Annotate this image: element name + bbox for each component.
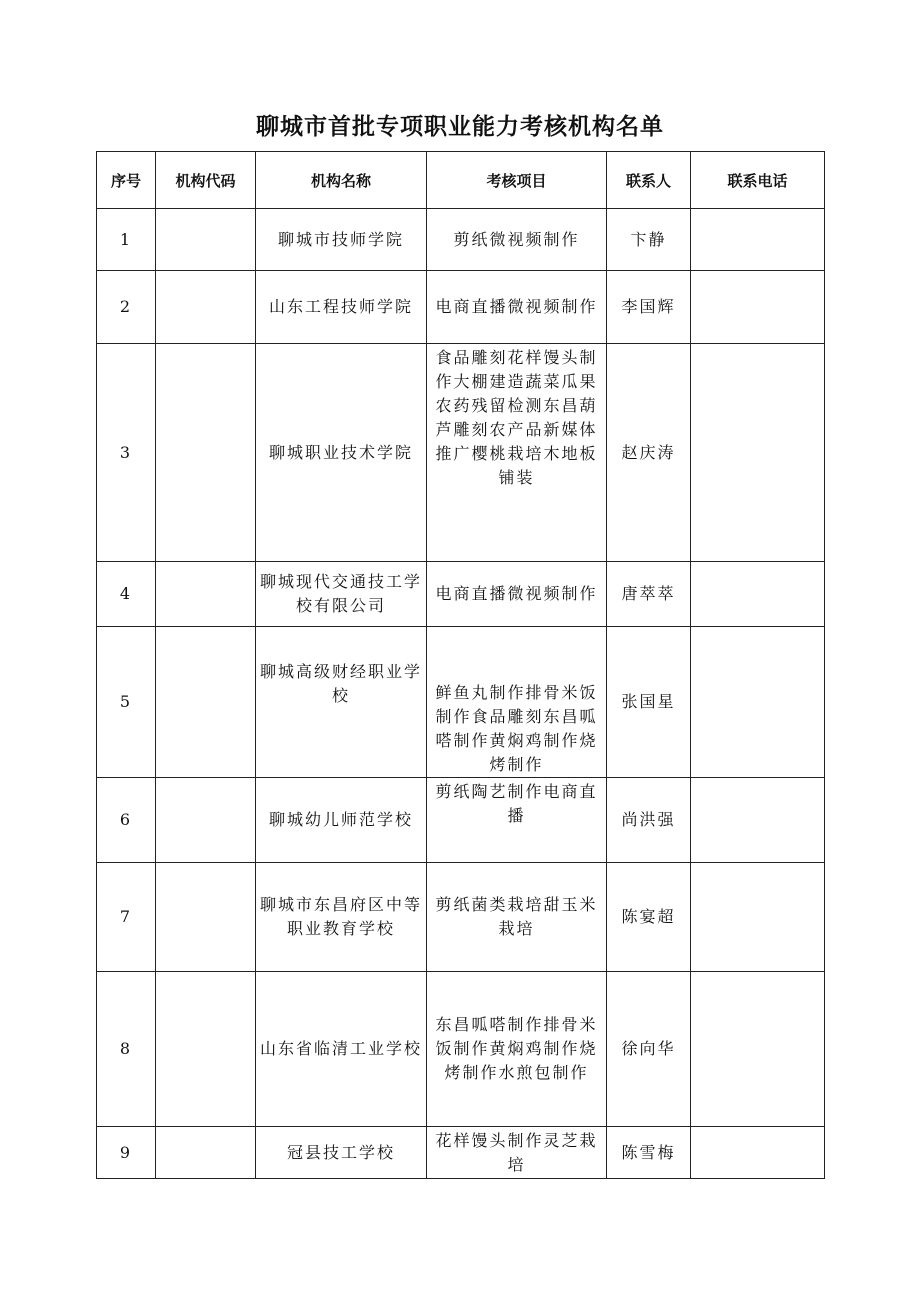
cell-no: 1	[97, 209, 156, 271]
header-project: 考核项目	[427, 152, 607, 209]
cell-code	[156, 778, 256, 863]
cell-phone	[691, 562, 825, 627]
cell-no: 4	[97, 562, 156, 627]
cell-code	[156, 271, 256, 344]
cell-contact: 李国辉	[607, 271, 691, 344]
table-row	[97, 1127, 825, 1179]
header-contact: 联系人	[607, 152, 691, 209]
cell-project: 东昌呱嗒制作排骨米饭制作黄焖鸡制作烧烤制作水煎包制作	[427, 972, 607, 1127]
table-row	[97, 627, 825, 778]
cell-code	[156, 863, 256, 972]
cell-no: 8	[97, 972, 156, 1127]
cell-contact: 张国星	[607, 627, 691, 778]
cell-project: 食品雕刻花样馒头制作大棚建造蔬菜瓜果农药残留检测东昌葫芦雕刻农产品新媒体推广樱桃栽培木地板铺装	[427, 344, 607, 562]
cell-name: 聊城现代交通技工学校有限公司	[256, 562, 427, 627]
cell-phone	[691, 778, 825, 863]
cell-no: 7	[97, 863, 156, 972]
cell-project: 花样馒头制作灵芝栽培	[427, 1127, 607, 1179]
table-row	[97, 562, 825, 627]
table-row	[97, 863, 825, 972]
institution-table	[96, 151, 825, 1179]
cell-phone	[691, 627, 825, 778]
cell-contact: 陈宴超	[607, 863, 691, 972]
cell-contact: 尚洪强	[607, 778, 691, 863]
cell-project: 电商直播微视频制作	[427, 271, 607, 344]
cell-name: 山东工程技师学院	[256, 271, 427, 344]
cell-code	[156, 344, 256, 562]
cell-no: 3	[97, 344, 156, 562]
cell-phone	[691, 271, 825, 344]
cell-code	[156, 562, 256, 627]
table-row	[97, 209, 825, 271]
cell-phone	[691, 209, 825, 271]
header-code: 机构代码	[156, 152, 256, 209]
cell-project: 剪纸微视频制作	[427, 209, 607, 271]
cell-contact: 徐向华	[607, 972, 691, 1127]
cell-no: 6	[97, 778, 156, 863]
cell-phone	[691, 1127, 825, 1179]
table-row	[97, 271, 825, 344]
table-row	[97, 344, 825, 562]
header-phone: 联系电话	[691, 152, 825, 209]
cell-no: 2	[97, 271, 156, 344]
cell-contact: 赵庆涛	[607, 344, 691, 562]
cell-phone	[691, 972, 825, 1127]
cell-contact: 陈雪梅	[607, 1127, 691, 1179]
cell-contact: 唐萃萃	[607, 562, 691, 627]
cell-name: 聊城职业技术学院	[256, 344, 427, 562]
table-header-row	[97, 152, 825, 209]
cell-name: 冠县技工学校	[256, 1127, 427, 1179]
cell-code	[156, 1127, 256, 1179]
cell-project: 剪纸菌类栽培甜玉米栽培	[427, 863, 607, 972]
header-no: 序号	[97, 152, 156, 209]
cell-phone	[691, 863, 825, 972]
table-row	[97, 972, 825, 1127]
cell-phone	[691, 344, 825, 562]
cell-name: 聊城高级财经职业学校	[256, 627, 427, 778]
cell-code	[156, 209, 256, 271]
header-name: 机构名称	[256, 152, 427, 209]
table-row	[97, 778, 825, 863]
cell-project: 电商直播微视频制作	[427, 562, 607, 627]
cell-name: 聊城幼儿师范学校	[256, 778, 427, 863]
cell-no: 9	[97, 1127, 156, 1179]
cell-name: 聊城市东昌府区中等职业教育学校	[256, 863, 427, 972]
cell-no: 5	[97, 627, 156, 778]
cell-project: 剪纸陶艺制作电商直播	[427, 778, 607, 863]
cell-name: 聊城市技师学院	[256, 209, 427, 271]
cell-project: 鲜鱼丸制作排骨米饭制作食品雕刻东昌呱嗒制作黄焖鸡制作烧烤制作	[427, 627, 607, 778]
cell-contact: 卞静	[607, 209, 691, 271]
cell-name: 山东省临清工业学校	[256, 972, 427, 1127]
page-title: 聊城市首批专项职业能力考核机构名单	[256, 114, 664, 140]
cell-code	[156, 972, 256, 1127]
cell-code	[156, 627, 256, 778]
